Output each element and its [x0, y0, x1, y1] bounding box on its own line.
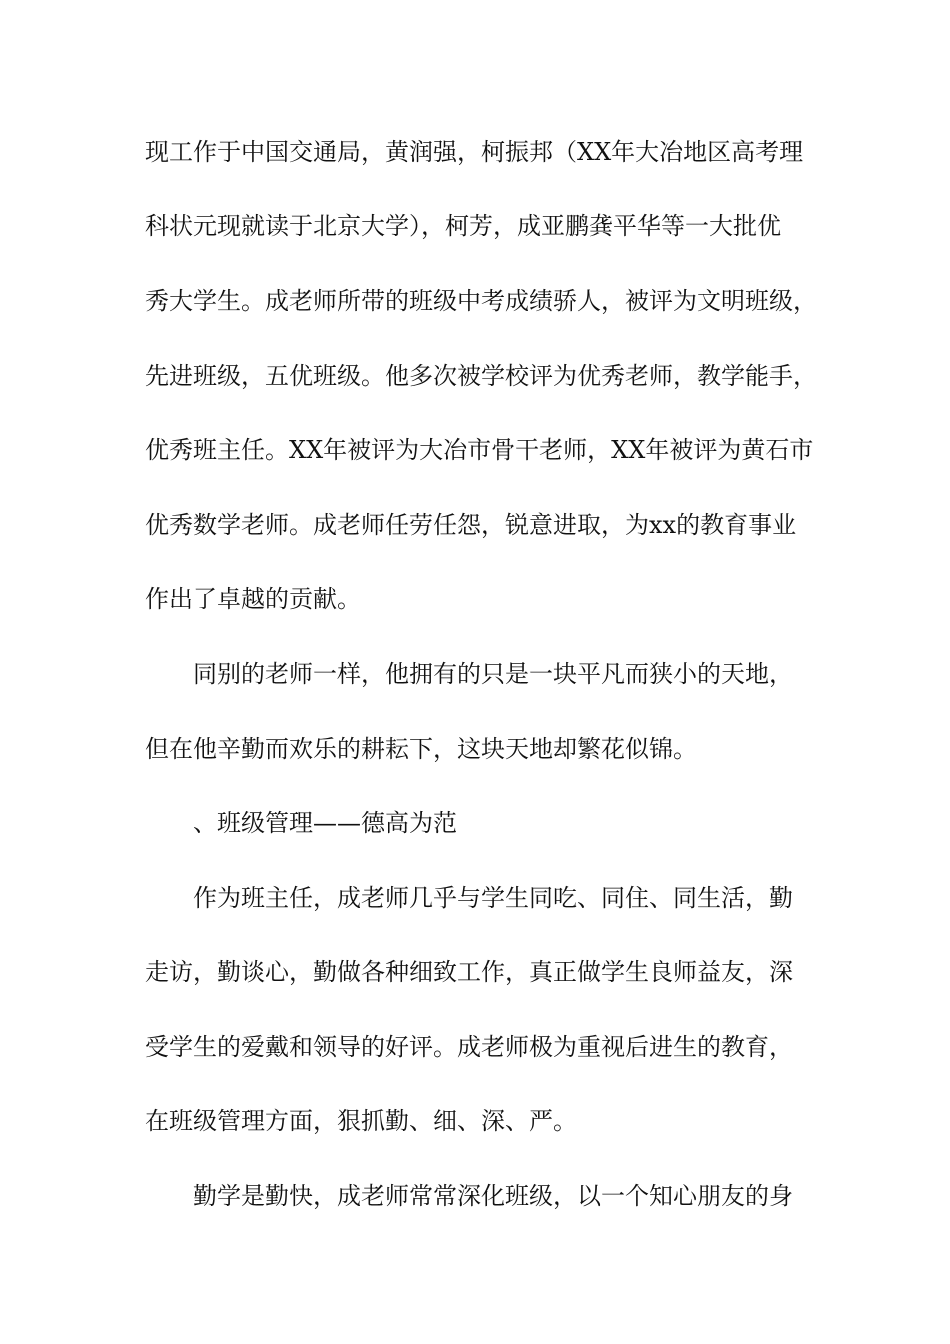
- paragraph-start-line: 勤学是勤快，成老师常常深化班级，以一个知心朋友的身: [193, 1182, 793, 1210]
- text-line: 秀大学生。成老师所带的班级中考成绩骄人，被评为文明班级，: [145, 287, 817, 315]
- text-line: 先进班级，五优班级。他多次被学校评为优秀老师，教学能手，: [145, 362, 817, 390]
- text-line: 优秀数学老师。成老师任劳任怨，锐意进取，为xx的教育事业: [145, 511, 797, 539]
- section-heading: 、班级管理——德高为范: [193, 809, 457, 837]
- text-line: 走访，勤谈心，勤做各种细致工作，真正做学生良师益友，深: [145, 958, 793, 986]
- paragraph-start-line: 作为班主任，成老师几乎与学生同吃、同住、同生活，勤: [193, 884, 793, 912]
- text-line: 现工作于中国交通局，黄润强，柯振邦（XX年大冶地区高考理: [145, 138, 804, 166]
- text-line: 科状元现就读于北京大学），柯芳，成亚鹏龚平华等一大批优: [145, 212, 781, 240]
- text-line: 受学生的爱戴和领导的好评。成老师极为重视后进生的教育，: [145, 1033, 793, 1061]
- text-line: 优秀班主任。XX年被评为大冶市骨干老师，XX年被评为黄石市: [145, 436, 814, 464]
- text-line: 作出了卓越的贡献。: [145, 585, 361, 613]
- paragraph-start-line: 同别的老师一样，他拥有的只是一块平凡而狭小的天地，: [193, 660, 793, 688]
- text-line: 但在他辛勤而欢乐的耕耘下，这块天地却繁花似锦。: [145, 735, 697, 763]
- text-line: 在班级管理方面，狠抓勤、细、深、严。: [145, 1107, 577, 1135]
